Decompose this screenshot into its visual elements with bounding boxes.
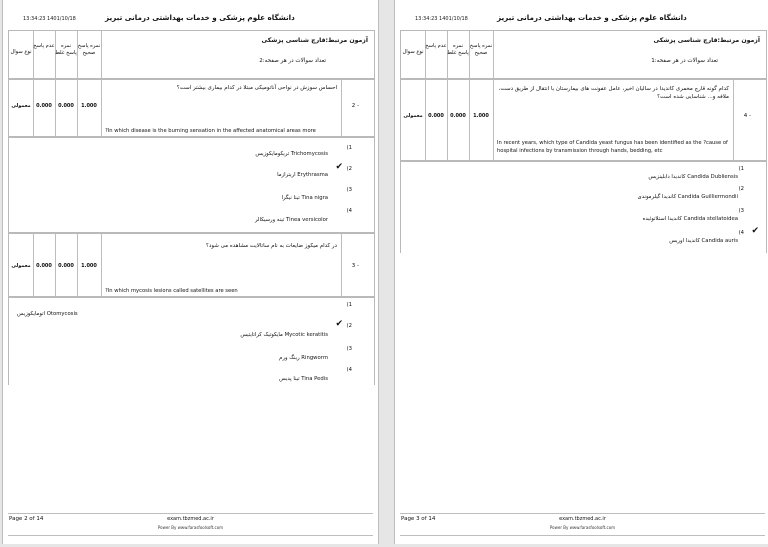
options-panel bbox=[8, 296, 375, 385]
options-panel bbox=[400, 160, 767, 253]
option-text[interactable]: کاندیدا اوریس Candida auris bbox=[669, 238, 738, 244]
no-answer-score: 0.000 bbox=[36, 263, 52, 269]
question-type: معمولی bbox=[403, 113, 423, 119]
option-number: (4 bbox=[738, 230, 744, 236]
exam-info-header bbox=[8, 30, 375, 80]
footer-divider bbox=[400, 535, 765, 536]
option-number: (3 bbox=[346, 187, 352, 193]
exam-info-header bbox=[400, 30, 767, 80]
option-text[interactable]: کاندیدا استلاتوئیده Candida stellatoidea bbox=[642, 216, 738, 222]
question-type: معمولی bbox=[11, 263, 31, 269]
exam-name: آزمون مرتبط:قارچ شناسی پزشکی bbox=[261, 37, 368, 44]
university-title: دانشگاه علوم پزشکی و خدمات بهداشتی درمانی تبریز bbox=[497, 13, 687, 22]
questions-per-page: تعداد سوالات در هر صفحه:1 bbox=[651, 58, 718, 64]
option-number: (1 bbox=[346, 145, 352, 151]
option-number: (2 bbox=[346, 323, 352, 329]
option-number: (2 bbox=[738, 186, 744, 192]
question-number: 4 - bbox=[743, 113, 751, 119]
option-text[interactable]: اریترازما Erythrasma bbox=[277, 172, 328, 178]
question-text-fa: در کدام میکوز ضایعات به نام ساتالایت مشاهده می شود؟ bbox=[206, 243, 337, 249]
column-no-answer-header: عدم پاسخ bbox=[33, 43, 55, 49]
question-number: 3 - bbox=[351, 263, 359, 269]
page-number: Page 3 of 14 bbox=[401, 516, 436, 522]
option-number: (3 bbox=[738, 208, 744, 214]
wrong-answer-score: 0.000 bbox=[58, 263, 74, 269]
question-row bbox=[400, 78, 767, 162]
exam-page bbox=[2, 0, 379, 544]
option-number: (1 bbox=[346, 302, 352, 308]
wrong-answer-score: 0.000 bbox=[58, 103, 74, 109]
page-number: Page 2 of 14 bbox=[9, 516, 44, 522]
column-correct-header: نمره پاسخ صحیح bbox=[469, 43, 493, 56]
footer-site: exam.tbzmed.ac.ir bbox=[559, 516, 606, 522]
question-text-en: ?In which disease is the burning sensation in the affected anatomical areas more bbox=[105, 128, 316, 134]
option-number: (2 bbox=[346, 166, 352, 172]
column-wrong-header: نمره پاسخ غلط bbox=[447, 43, 469, 56]
print-timestamp: 13:34:23 1401/10/18 bbox=[23, 16, 76, 22]
footer-powered-by: Power By www.farasfoolsoft.com bbox=[157, 525, 224, 530]
option-text[interactable]: تریکومایکوزیس Trichomycosis bbox=[255, 151, 328, 157]
column-type-header: نوع سوال bbox=[10, 49, 32, 55]
print-timestamp: 13:34:23 1401/10/18 bbox=[415, 16, 468, 22]
question-text-fa: احساس سوزش در نواحی آناتومیکی مبتلا در کدام بیماری بیشتر است؟ bbox=[176, 85, 337, 91]
option-number: (1 bbox=[738, 166, 744, 172]
exam-page bbox=[394, 0, 768, 544]
question-text-en: In recent years, which type of Candida yeast fungus has been identified as the ?cause of hospital infections by transmission through hands, bedding, etc bbox=[497, 140, 728, 154]
column-correct-header: نمره پاسخ صحیح bbox=[77, 43, 101, 56]
footer-divider bbox=[8, 535, 373, 536]
footer-powered-by: Power By www.farasfoolsoft.com bbox=[549, 525, 616, 530]
question-number: 2 - bbox=[351, 103, 359, 109]
checkmark-icon: ✔ bbox=[335, 319, 343, 329]
option-text[interactable]: کاندیدا گیلرموندی Candida Guilliermondii bbox=[637, 194, 738, 200]
footer-divider bbox=[400, 513, 765, 514]
question-text-en: ?In which mycosis lesions called satellites are seen bbox=[105, 288, 238, 294]
question-row bbox=[8, 78, 375, 138]
option-number: (4 bbox=[346, 208, 352, 214]
column-wrong-header: نمره پاسخ غلط bbox=[55, 43, 77, 56]
option-number: (4 bbox=[346, 367, 352, 373]
checkmark-icon: ✔ bbox=[335, 162, 343, 172]
column-type-header: نوع سوال bbox=[402, 49, 424, 55]
option-text[interactable]: مایکوتیک کراتایتیس Mycotic keratitis bbox=[240, 332, 328, 338]
no-answer-score: 0.000 bbox=[36, 103, 52, 109]
option-text[interactable]: تینا نیگرا Tina nigra bbox=[281, 195, 328, 201]
option-number: (3 bbox=[346, 346, 352, 352]
question-text-fa: کدام گونه قارچ مخمری کاندیدا در سالیان اخیر، عامل عفونت های بیمارستان با انتقال از طریق دست، ملافه و... شناسایی شده است؟ bbox=[498, 86, 729, 100]
questions-per-page: تعداد سوالات در هر صفحه:2 bbox=[259, 58, 326, 64]
footer-site: exam.tbzmed.ac.ir bbox=[167, 516, 214, 522]
question-type: معمولی bbox=[11, 103, 31, 109]
correct-answer-score: 1.000 bbox=[81, 103, 97, 109]
option-text[interactable]: کاندیدا دابلینزیس Candida Dubliensis bbox=[648, 174, 738, 180]
correct-answer-score: 1.000 bbox=[473, 113, 489, 119]
university-title: دانشگاه علوم پزشکی و خدمات بهداشتی درمانی تبریز bbox=[105, 13, 295, 22]
column-no-answer-header: عدم پاسخ bbox=[425, 43, 447, 49]
no-answer-score: 0.000 bbox=[428, 113, 444, 119]
wrong-answer-score: 0.000 bbox=[450, 113, 466, 119]
options-panel bbox=[8, 136, 375, 234]
question-row bbox=[8, 232, 375, 298]
exam-name: آزمون مرتبط:قارچ شناسی پزشکی bbox=[653, 37, 760, 44]
option-text[interactable]: تینا پدیس Tina Pedis bbox=[279, 376, 328, 382]
option-text[interactable]: رینگ ورم Ringworm bbox=[279, 355, 328, 361]
checkmark-icon: ✔ bbox=[751, 226, 759, 236]
option-text[interactable]: تینه ورسیکالر Tinea versicolor bbox=[254, 217, 328, 223]
option-text[interactable]: اتومایکوزیس Otomycosis bbox=[17, 311, 78, 317]
correct-answer-score: 1.000 bbox=[81, 263, 97, 269]
footer-divider bbox=[8, 513, 373, 514]
